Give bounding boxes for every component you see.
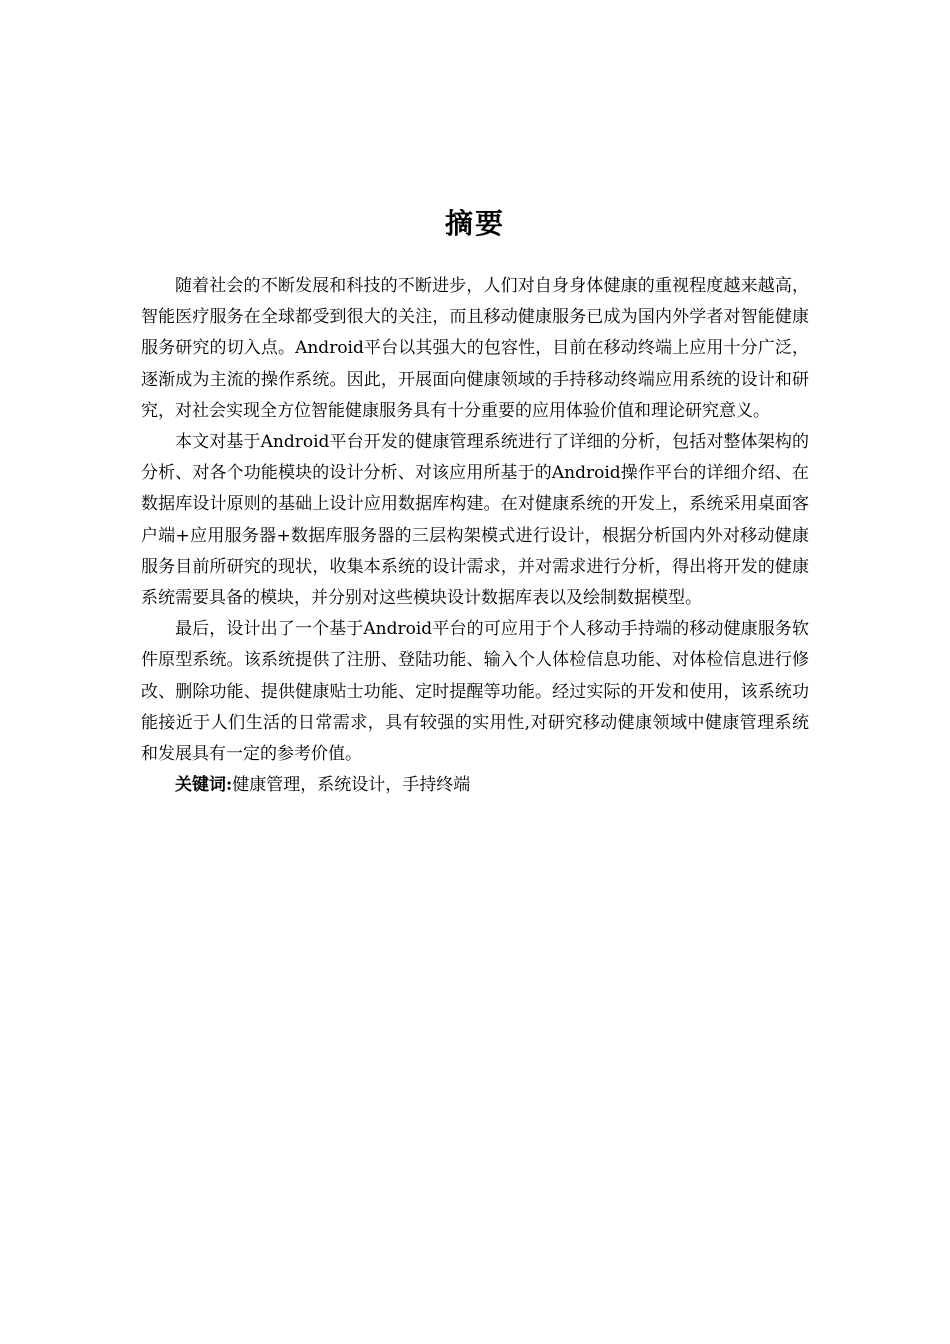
keywords-line (141, 770, 809, 801)
page-title: 摘要 (444, 207, 505, 240)
paragraph-2: 本文对基于Android平台开发的健康管理系统进行了详细的分析，包括对整体架构的分析、对各个功能模块的设计分析、对该应用所基于的Android操作平台的详细介绍、在数据库设计原则的基础上设计应用数据库构建。在对健康系统的开发上，系统采用桌面客户端+应用服务器+数据库服务器的三层构架模式进行设计，根据分析国内外对移动健康服务目前所研究的现状，收集本系统的设计需求，并对需求进行分析，得出将开发的健康系统需要具备的模块，并分别对这些模块设计数据库表以及绘制数据模型。 (141, 432, 809, 609)
keywords-list: 健康管理，系统设计，手持终端 (232, 775, 471, 796)
keywords-label: 关键词: (175, 775, 233, 796)
paragraph-3: 最后，设计出了一个基于Android平台的可应用于个人移动手持端的移动健康服务软件原型系统。该系统提供了注册、登陆功能、输入个人体检信息功能、对体检信息进行修改、删除功能、提供健康贴士功能、定时提醒等功能。经过实际的开发和使用，该系统功能接近于人们生活的日常需求，具有较强的实用性,对研究移动健康领域中健康管理系统和发展具有一定的参考价值。 (141, 619, 809, 765)
paragraph-1: 随着社会的不断发展和科技的不断进步，人们对自身身体健康的重视程度越来越高，智能医疗服务在全球都受到很大的关注，而且移动健康服务已成为国内外学者对智能健康服务研究的切入点。Android平台以其强大的包容性，目前在移动终端上应用十分广泛，逐渐成为主流的操作系统。因此，开展面向健康领域的手持移动终端应用系统的设计和研究，对社会实现全方位智能健康服务具有十分重要的应用体验价值和理论研究意义。 (141, 276, 809, 421)
abstract-body (141, 271, 809, 801)
